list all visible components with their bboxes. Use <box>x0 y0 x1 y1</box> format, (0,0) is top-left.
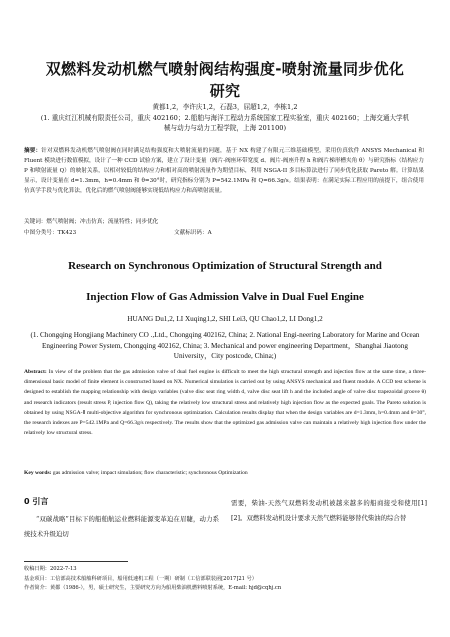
footnote-author-bio: 作者简介：黄都（1986-），男，硕士研究生，主要研究方向为船用柴油机燃料喷射系统，E-mail: hjd@cqhj.cn <box>24 585 282 591</box>
chinese-affiliation: (1. 重庆红江机械有限责任公司，重庆 402160；2.船舶与海洋工程动力系统国家工程实验室，重庆 402160；上海交通大学机械与动力与动力工程学院，上海 201100) <box>40 114 410 132</box>
english-keywords-label: Key words: <box>24 470 52 476</box>
english-keywords-text: gas admission valve; impact simulation; flow characteristic; synchronous Optimization <box>52 470 248 476</box>
chinese-title: 双燃料发动机燃气喷射阀结构强度-喷射流量同步优化研究 <box>45 60 405 100</box>
body-left-column: “双碳战略”目标下的船舶航运业燃料能源变革迫在眉睫，动力系统技术升级迫切 <box>24 515 219 538</box>
chinese-abstract-label: 摘要： <box>24 148 42 154</box>
footnote-received: 收稿日期：2022-7-13 <box>24 566 77 572</box>
clc-number: 中图分类号：TK423 <box>24 230 77 236</box>
body-right-column: 需要，柴油-天然气双燃料发动机被越来越多的船商接受和使用[1][2]。双燃料发动机设计要求天然气燃料能够替代柴油的综合替 <box>231 499 427 522</box>
document-code: 文献标识码：A <box>174 230 212 236</box>
chinese-abstract-text: 针对双燃料发动机燃气喷射阀在同时满足结构强度和大喷射流量的问题，基于 NX 构建了有限元三维基础模型，采用仿真软件 ANSYS Mechanical 和 Fluent 模块进行数值模拟，设计了一种 CCD 试验方案，建立了设计变量（阀片-阀座环带宽度 d、阀片-阀座升程 h 和阀片梯形槽夹角 θ）与研究指标（结构应力 P 和喷射流量 Q）的映射关系，以相对较低的结构应力和相对高的喷射流量作为期望目标，利用 NSGA-II 多目标算法进行了同步优化获取 Pareto 解。计算结果显示，设计变量在 d=1.3mm，h=0.4mm 和 θ=30°时，研究指标分别为 P=542.1MPa 和 Q=66.3g/s。结果表明：在满足实际工程应用的前提下，组合使用仿真学手段与优化算法，优化后的燃气喷射阀能够实现低结构应力和高喷射流量。 <box>24 148 424 194</box>
english-abstract-text: In view of the problem that the gas admission valve of dual fuel engine is difficult to meet the high structural strength and injection flow at the same time, a three-dimensional basic model of finite element is constructed based on NX. Numerical simulation is carried out by using ANSYS mechanical and fluent module. A CCD test scheme is designed to establish the mapping relationship with design variables (valve disc seat ring width d, valve disc seat lift h and the included angle of valve disc trapezoidal groove θ) and research indicators (result stress P, injection flow Q), taking the relatively low structural stress and relatively high injection flow as the expected goals. The Pareto solution is obtained by using NSGA-Ⅱ multi-objective algorithm for synchronous optimization. Calculation results display that when the design variables are d=1.3mm, h=0.4mm and θ=30°, the research indexes are P=542.1MPa and Q=66.3g/s respectively. The results show that the optimized gas admission valve can maintain a relatively high injection flow under the relatively low structural stress. <box>24 369 427 437</box>
english-affiliation: (1. Chongqing Hongjiang Machinery CO .,Ltd., Chongqing 402162, China; 2. National Engi-neering Laboratory for Marine and Ocean Engineering Power System, Chongqing 402162, China; 3. Mechanical and power engineering Department，Shanghai Jiaotong University，City postcode, China;) <box>30 331 420 360</box>
english-keywords <box>24 469 426 478</box>
english-authors: HUANG Du1,2, LI Xuqing1,2, SHI Lei3, QU Chao1,2, LI Dong1,2 <box>127 315 323 323</box>
footnote-divider <box>24 561 128 562</box>
section-heading: 0 引言 <box>24 497 49 506</box>
english-abstract-label: Abstract: <box>24 369 47 375</box>
english-title-line-2: Injection Flow of Gas Admission Valve in Dual Fuel Engine <box>86 291 364 303</box>
english-title <box>20 251 430 313</box>
english-title-line-1: Research on Synchronous Optimization of Structural Strength and <box>68 260 382 272</box>
classification-row <box>24 229 424 238</box>
english-abstract <box>24 367 426 438</box>
footnotes <box>24 565 428 594</box>
chinese-abstract <box>24 146 424 196</box>
footnote-fund: 基金项目：工信部高技术船舶科研项目，船用低速机工程（一期）研制（工信部联装函[2017]21 号） <box>24 575 257 582</box>
chinese-authors: 黄都1,2，李许庆1,2，石磊3，屈超1,2，李栋1,2 <box>152 103 298 111</box>
chinese-keywords: 关键词：燃气喷射阀；冲击仿真；流量特性；同步优化 <box>24 219 159 225</box>
